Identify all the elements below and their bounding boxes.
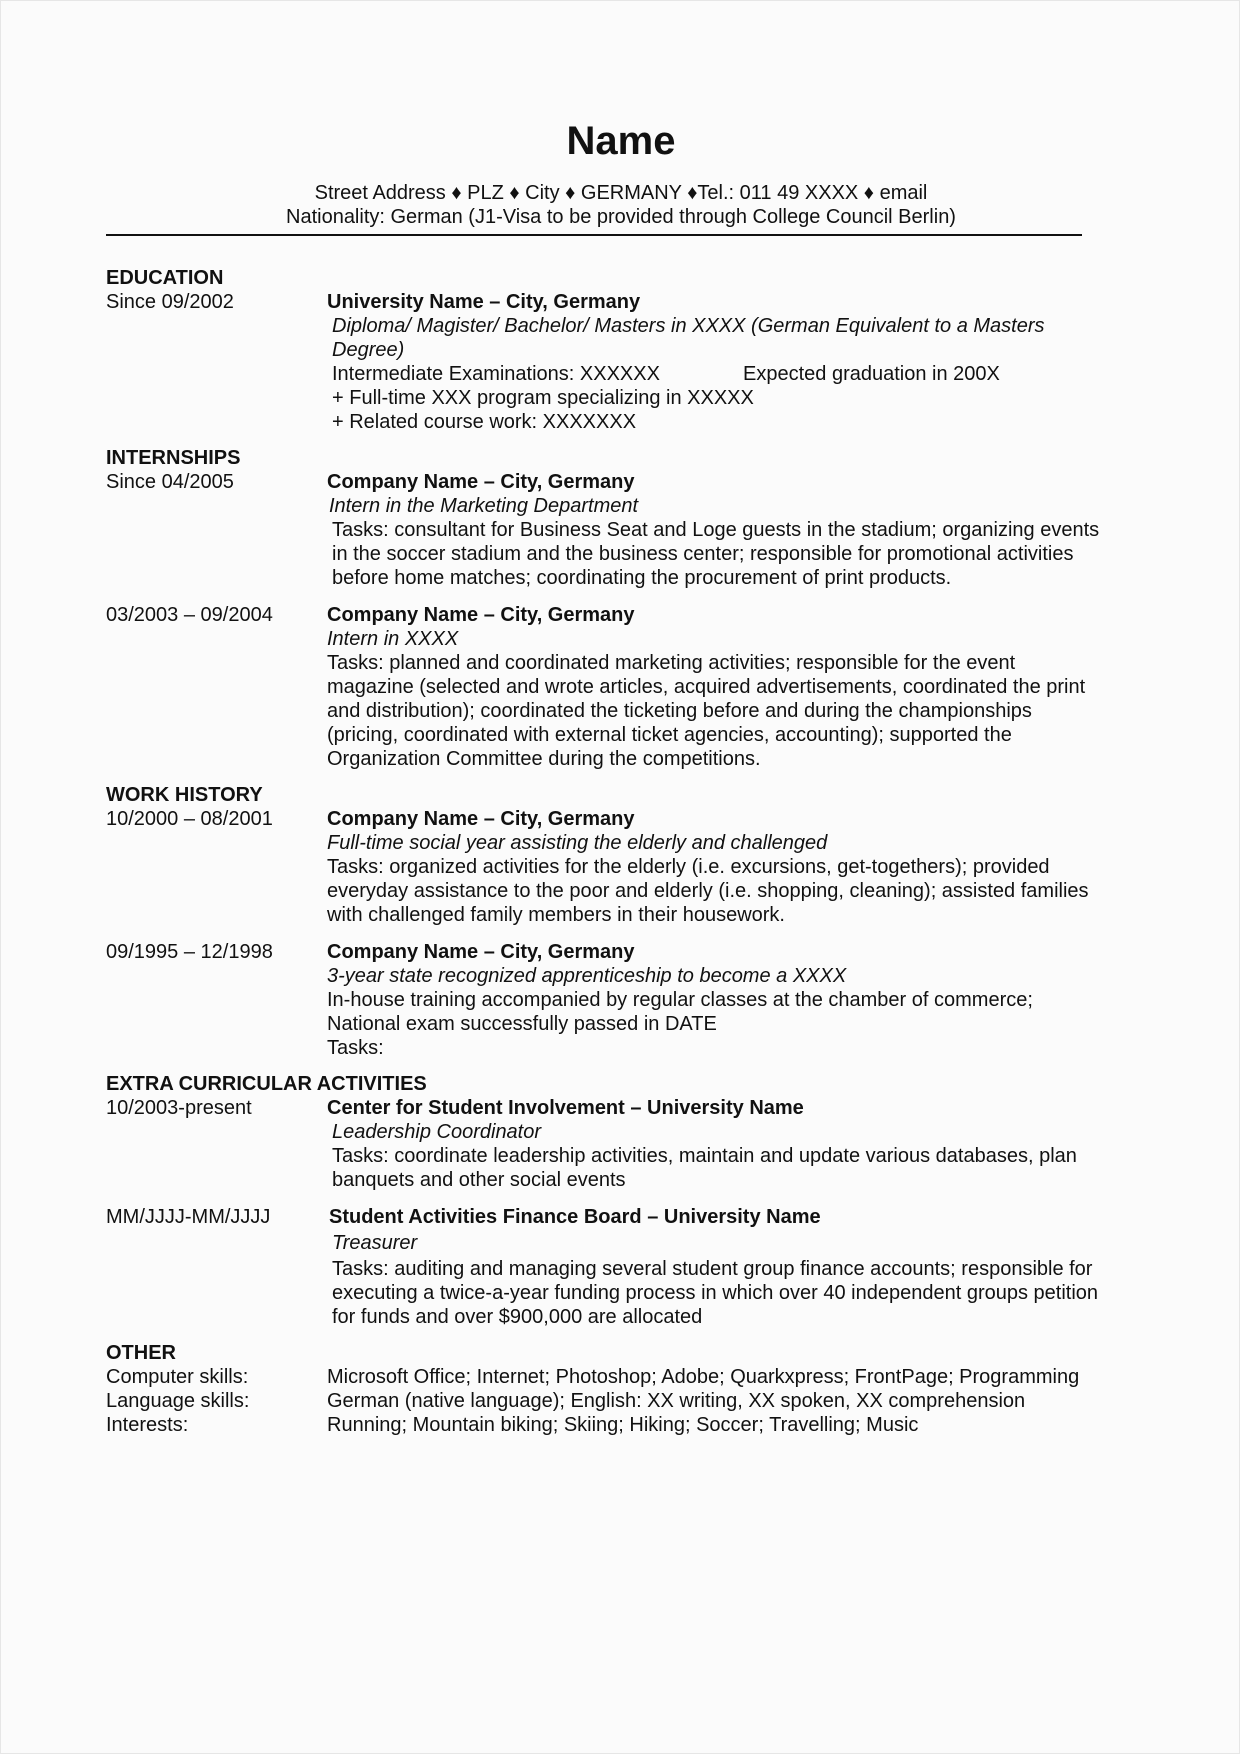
education-bullet: + Related course work: XXXXXXX bbox=[332, 411, 637, 433]
entry-task-line: executing a twice-a-year funding process in which over 40 independent groups petition bbox=[332, 1282, 1099, 1304]
entry-task-line: Tasks: consultant for Business Seat and Loge guests in the stadium; organizing events bbox=[332, 519, 1100, 541]
entry-org: Company Name – City, Germany bbox=[327, 604, 635, 626]
education-exams: Intermediate Examinations: XXXXXX bbox=[332, 363, 660, 385]
skill-label: Interests: bbox=[106, 1414, 189, 1436]
skill-value: Running; Mountain biking; Skiing; Hiking; Soccer; Travelling; Music bbox=[327, 1414, 919, 1436]
entry-task-line: magazine (selected and wrote articles, acquired advertisements, coordinated the print bbox=[327, 676, 1086, 698]
entry-role: 3-year state recognized apprenticeship to become a XXXX bbox=[327, 965, 847, 987]
skill-value: Microsoft Office; Internet; Photoshop; Adobe; Quarkxpress; FrontPage; Programming bbox=[327, 1366, 1080, 1388]
skill-value: German (native language); English: XX writing, XX spoken, XX comprehension bbox=[327, 1390, 1026, 1412]
entry-task-line: with challenged family members in their housework. bbox=[327, 904, 785, 926]
entry-task-line: Tasks: organized activities for the elderly (i.e. excursions, get-togethers); provided bbox=[327, 856, 1050, 878]
header-divider bbox=[106, 234, 1082, 236]
entry-org: Student Activities Finance Board – University Name bbox=[329, 1206, 821, 1228]
skill-label: Language skills: bbox=[106, 1390, 250, 1412]
skill-label: Computer skills: bbox=[106, 1366, 249, 1388]
entry-task-line: Tasks: auditing and managing several student group finance accounts; responsible for bbox=[332, 1258, 1093, 1280]
entry-date: MM/JJJJ-MM/JJJJ bbox=[106, 1206, 271, 1228]
entry-org: Company Name – City, Germany bbox=[327, 808, 635, 830]
entry-org: Center for Student Involvement – University Name bbox=[327, 1097, 804, 1119]
education-degree-cont: Degree) bbox=[332, 339, 405, 361]
entry-role: Leadership Coordinator bbox=[332, 1121, 542, 1143]
resume-name: Name bbox=[566, 119, 676, 163]
section-heading-work-history: WORK HISTORY bbox=[106, 784, 263, 806]
education-date: Since 09/2002 bbox=[106, 291, 234, 313]
entry-date: 10/2000 – 08/2001 bbox=[106, 808, 273, 830]
entry-task-line: National exam successfully passed in DATE bbox=[327, 1013, 717, 1035]
entry-task-line: (pricing, coordinated with external ticket agencies, accounting); supported the bbox=[327, 724, 1012, 746]
section-heading-other: OTHER bbox=[106, 1342, 176, 1364]
entry-date: 10/2003-present bbox=[106, 1097, 252, 1119]
education-org: University Name – City, Germany bbox=[327, 291, 641, 313]
entry-date: 09/1995 – 12/1998 bbox=[106, 941, 273, 963]
education-bullet: + Full-time XXX program specializing in XXXXX bbox=[332, 387, 754, 409]
nationality-line: Nationality: German (J1-Visa to be provided through College Council Berlin) bbox=[286, 206, 956, 228]
entry-task-line: Organization Committee during the competitions. bbox=[327, 748, 761, 770]
entry-role: Intern in the Marketing Department bbox=[329, 495, 639, 517]
entry-org: Company Name – City, Germany bbox=[327, 471, 635, 493]
entry-date: 03/2003 – 09/2004 bbox=[106, 604, 273, 626]
entry-task-line: and distribution); coordinated the ticketing before and during the championships bbox=[327, 700, 1032, 722]
entry-task-line: for funds and over $900,000 are allocated bbox=[332, 1306, 703, 1328]
section-heading-internships: INTERNSHIPS bbox=[106, 447, 241, 469]
entry-task-line: In-house training accompanied by regular classes at the chamber of commerce; bbox=[327, 989, 1033, 1011]
entry-role: Intern in XXXX bbox=[327, 628, 459, 650]
entry-task-line: Tasks: bbox=[327, 1037, 384, 1059]
entry-task-line: in the soccer stadium and the business center; responsible for promotional activities bbox=[332, 543, 1074, 565]
entry-task-line: Tasks: planned and coordinated marketing activities; responsible for the event bbox=[327, 652, 1016, 674]
section-heading-extra-curricular: EXTRA CURRICULAR ACTIVITIES bbox=[106, 1073, 427, 1095]
education-degree: Diploma/ Magister/ Bachelor/ Masters in XXXX (German Equivalent to a Masters bbox=[332, 315, 1045, 337]
entry-task-line: Tasks: coordinate leadership activities, maintain and update various databases, plan bbox=[332, 1145, 1077, 1167]
section-heading-education: EDUCATION bbox=[106, 267, 224, 289]
entry-task-line: before home matches; coordinating the procurement of print products. bbox=[332, 567, 952, 589]
entry-role: Treasurer bbox=[332, 1232, 418, 1254]
entry-org: Company Name – City, Germany bbox=[327, 941, 635, 963]
contact-address: Street Address ♦ PLZ ♦ City ♦ GERMANY ♦Tel.: 011 49 XXXX ♦ email bbox=[314, 182, 928, 204]
entry-task-line: banquets and other social events bbox=[332, 1169, 626, 1191]
entry-task-line: everyday assistance to the poor and elderly (i.e. shopping, cleaning); assisted families bbox=[327, 880, 1089, 902]
entry-role: Full-time social year assisting the elderly and challenged bbox=[327, 832, 828, 854]
entry-date: Since 04/2005 bbox=[106, 471, 234, 493]
education-graduation: Expected graduation in 200X bbox=[743, 363, 1000, 385]
